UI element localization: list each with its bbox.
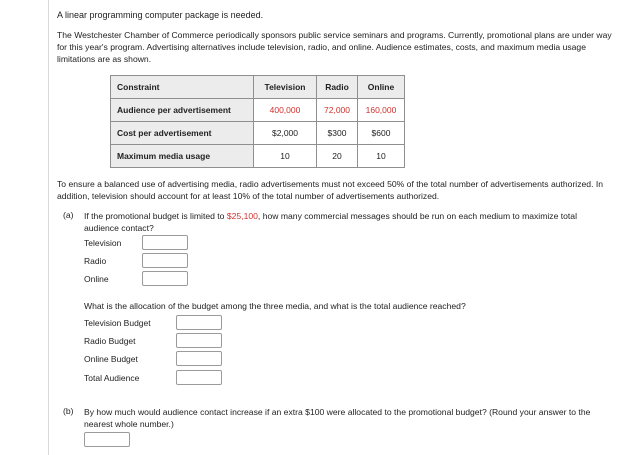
table-cell: 72,000 [317,99,358,122]
constraint-table [110,75,405,168]
table-header-cell: Radio [317,76,358,99]
table-header-cell: Television [254,76,317,99]
online-count-input[interactable] [142,271,188,286]
audience-increase-input[interactable] [84,432,130,447]
table-header-row [111,76,405,99]
row-label: Audience per advertisement [111,99,254,122]
table-row [111,99,405,122]
television-budget-input[interactable] [176,315,222,330]
problem-heading: A linear programming computer package is needed. [57,10,264,20]
radio-budget-label: Radio Budget [84,336,136,346]
radio-label: Radio [84,256,107,266]
constraint-paragraph: To ensure a balanced use of advertising media, radio advertisements must not exceed 50% of the total number of advertisements authorized. In addition, television should account for at least 10% of the total number of advertisements authorized. [57,179,604,201]
total-audience-input[interactable] [176,370,222,385]
online-label: Online [84,274,109,284]
table-row [111,145,405,168]
intro-paragraph: The Westchester Chamber of Commerce periodically sponsors public service seminars and programs. Currently, promotional plans are under way for this year's program. Advertising alternatives include television, radio, and online. Audience estimates, costs, and maximum media usage limitations are as shown. [57,30,612,64]
radio-budget-input[interactable] [176,333,222,348]
table-cell: 10 [254,145,317,168]
row-label: Maximum media usage [111,145,254,168]
table-header-cell: Online [358,76,405,99]
television-label: Television [84,238,122,248]
table-cell: $300 [317,122,358,145]
table-cell: 160,000 [358,99,405,122]
part-a-question-post: , how many commercial messages should be run on each medium to maximize total audience contact? [84,211,577,233]
table-cell: 10 [358,145,405,168]
online-budget-input[interactable] [176,351,222,366]
budget-followup-question: What is the allocation of the budget among the three media, and what is the total audience reached? [84,301,466,311]
table-header-cell: Constraint [111,76,254,99]
part-a-label: (a) [63,210,74,220]
table-row [111,122,405,145]
table-cell: 400,000 [254,99,317,122]
table-cell: $2,000 [254,122,317,145]
part-b-label: (b) [63,406,74,416]
row-label: Cost per advertisement [111,122,254,145]
total-audience-label: Total Audience [84,373,140,383]
table-cell: 20 [317,145,358,168]
table-cell: $600 [358,122,405,145]
part-b-question: By how much would audience contact increase if an extra $100 were allocated to the promotional budget? (Round your answer to the nearest whole number.) [84,407,591,429]
television-budget-label: Television Budget [84,318,151,328]
budget-amount: $25,100 [226,211,258,221]
online-budget-label: Online Budget [84,354,138,364]
television-count-input[interactable] [142,235,188,250]
part-a-question [84,210,604,234]
radio-count-input[interactable] [142,253,188,268]
part-a-question-pre: If the promotional budget is limited to [84,211,227,221]
